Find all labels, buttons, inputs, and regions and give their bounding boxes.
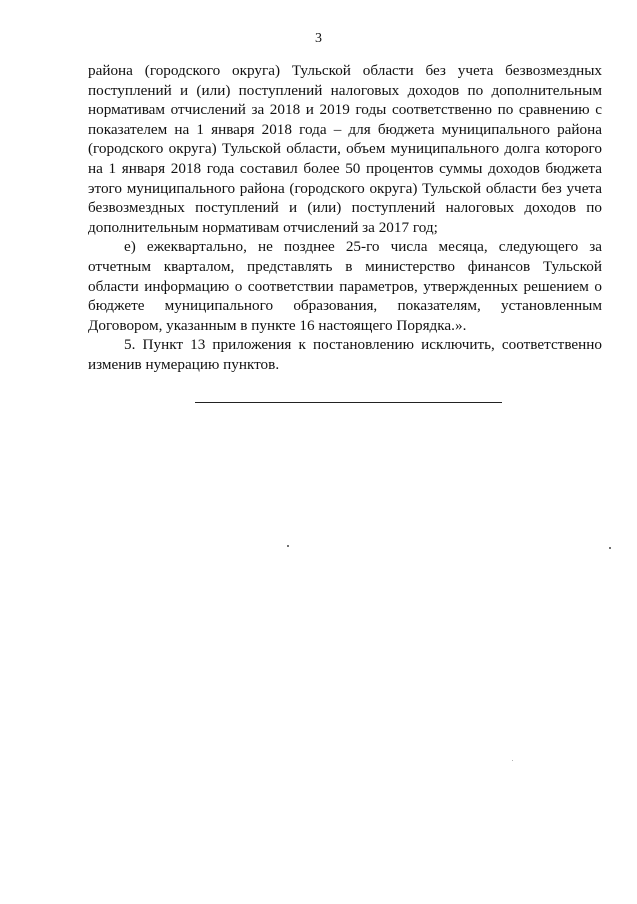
scan-speck	[609, 547, 611, 549]
paragraph-item-5: 5. Пункт 13 приложения к постановлению исключить, соответственно изменив нумерацию пунктов.	[88, 336, 602, 373]
paragraph-continuation: района (городского округа) Тульской области без учета безвозмездных поступлений и (или) поступлений налоговых доходов по дополнительным нормативам отчислений за 2018 и 2019 годы соответственно по сравнению с показателем на 1 января 2018 года – для бюджета муниципального района (городского округа) Тульской области, объем муниципального долга которого на 1 января 2018 года составил более 50 процентов суммы доходов бюджета этого муниципального района (городского округа) Тульской области без учета безвозмездных поступлений и (или) поступлений налоговых доходов по дополнительным нормативам отчислений за 2017 год;	[88, 62, 602, 236]
paragraph-item-e: е) ежеквартально, не позднее 25-го числа месяца, следующего за отчетным кварталом, представлять в министерство финансов Тульской области информацию о соответствии параметров, утвержденных решением о бюджете муниципального образования, показателям, установленным Договором, указанным в пункте 16 настоящего Порядка.».	[88, 238, 602, 334]
scan-speck	[287, 545, 289, 547]
document-body	[88, 61, 602, 375]
scan-speck	[512, 760, 513, 761]
end-separator-line	[195, 402, 502, 403]
page-number: 3	[315, 31, 322, 46]
